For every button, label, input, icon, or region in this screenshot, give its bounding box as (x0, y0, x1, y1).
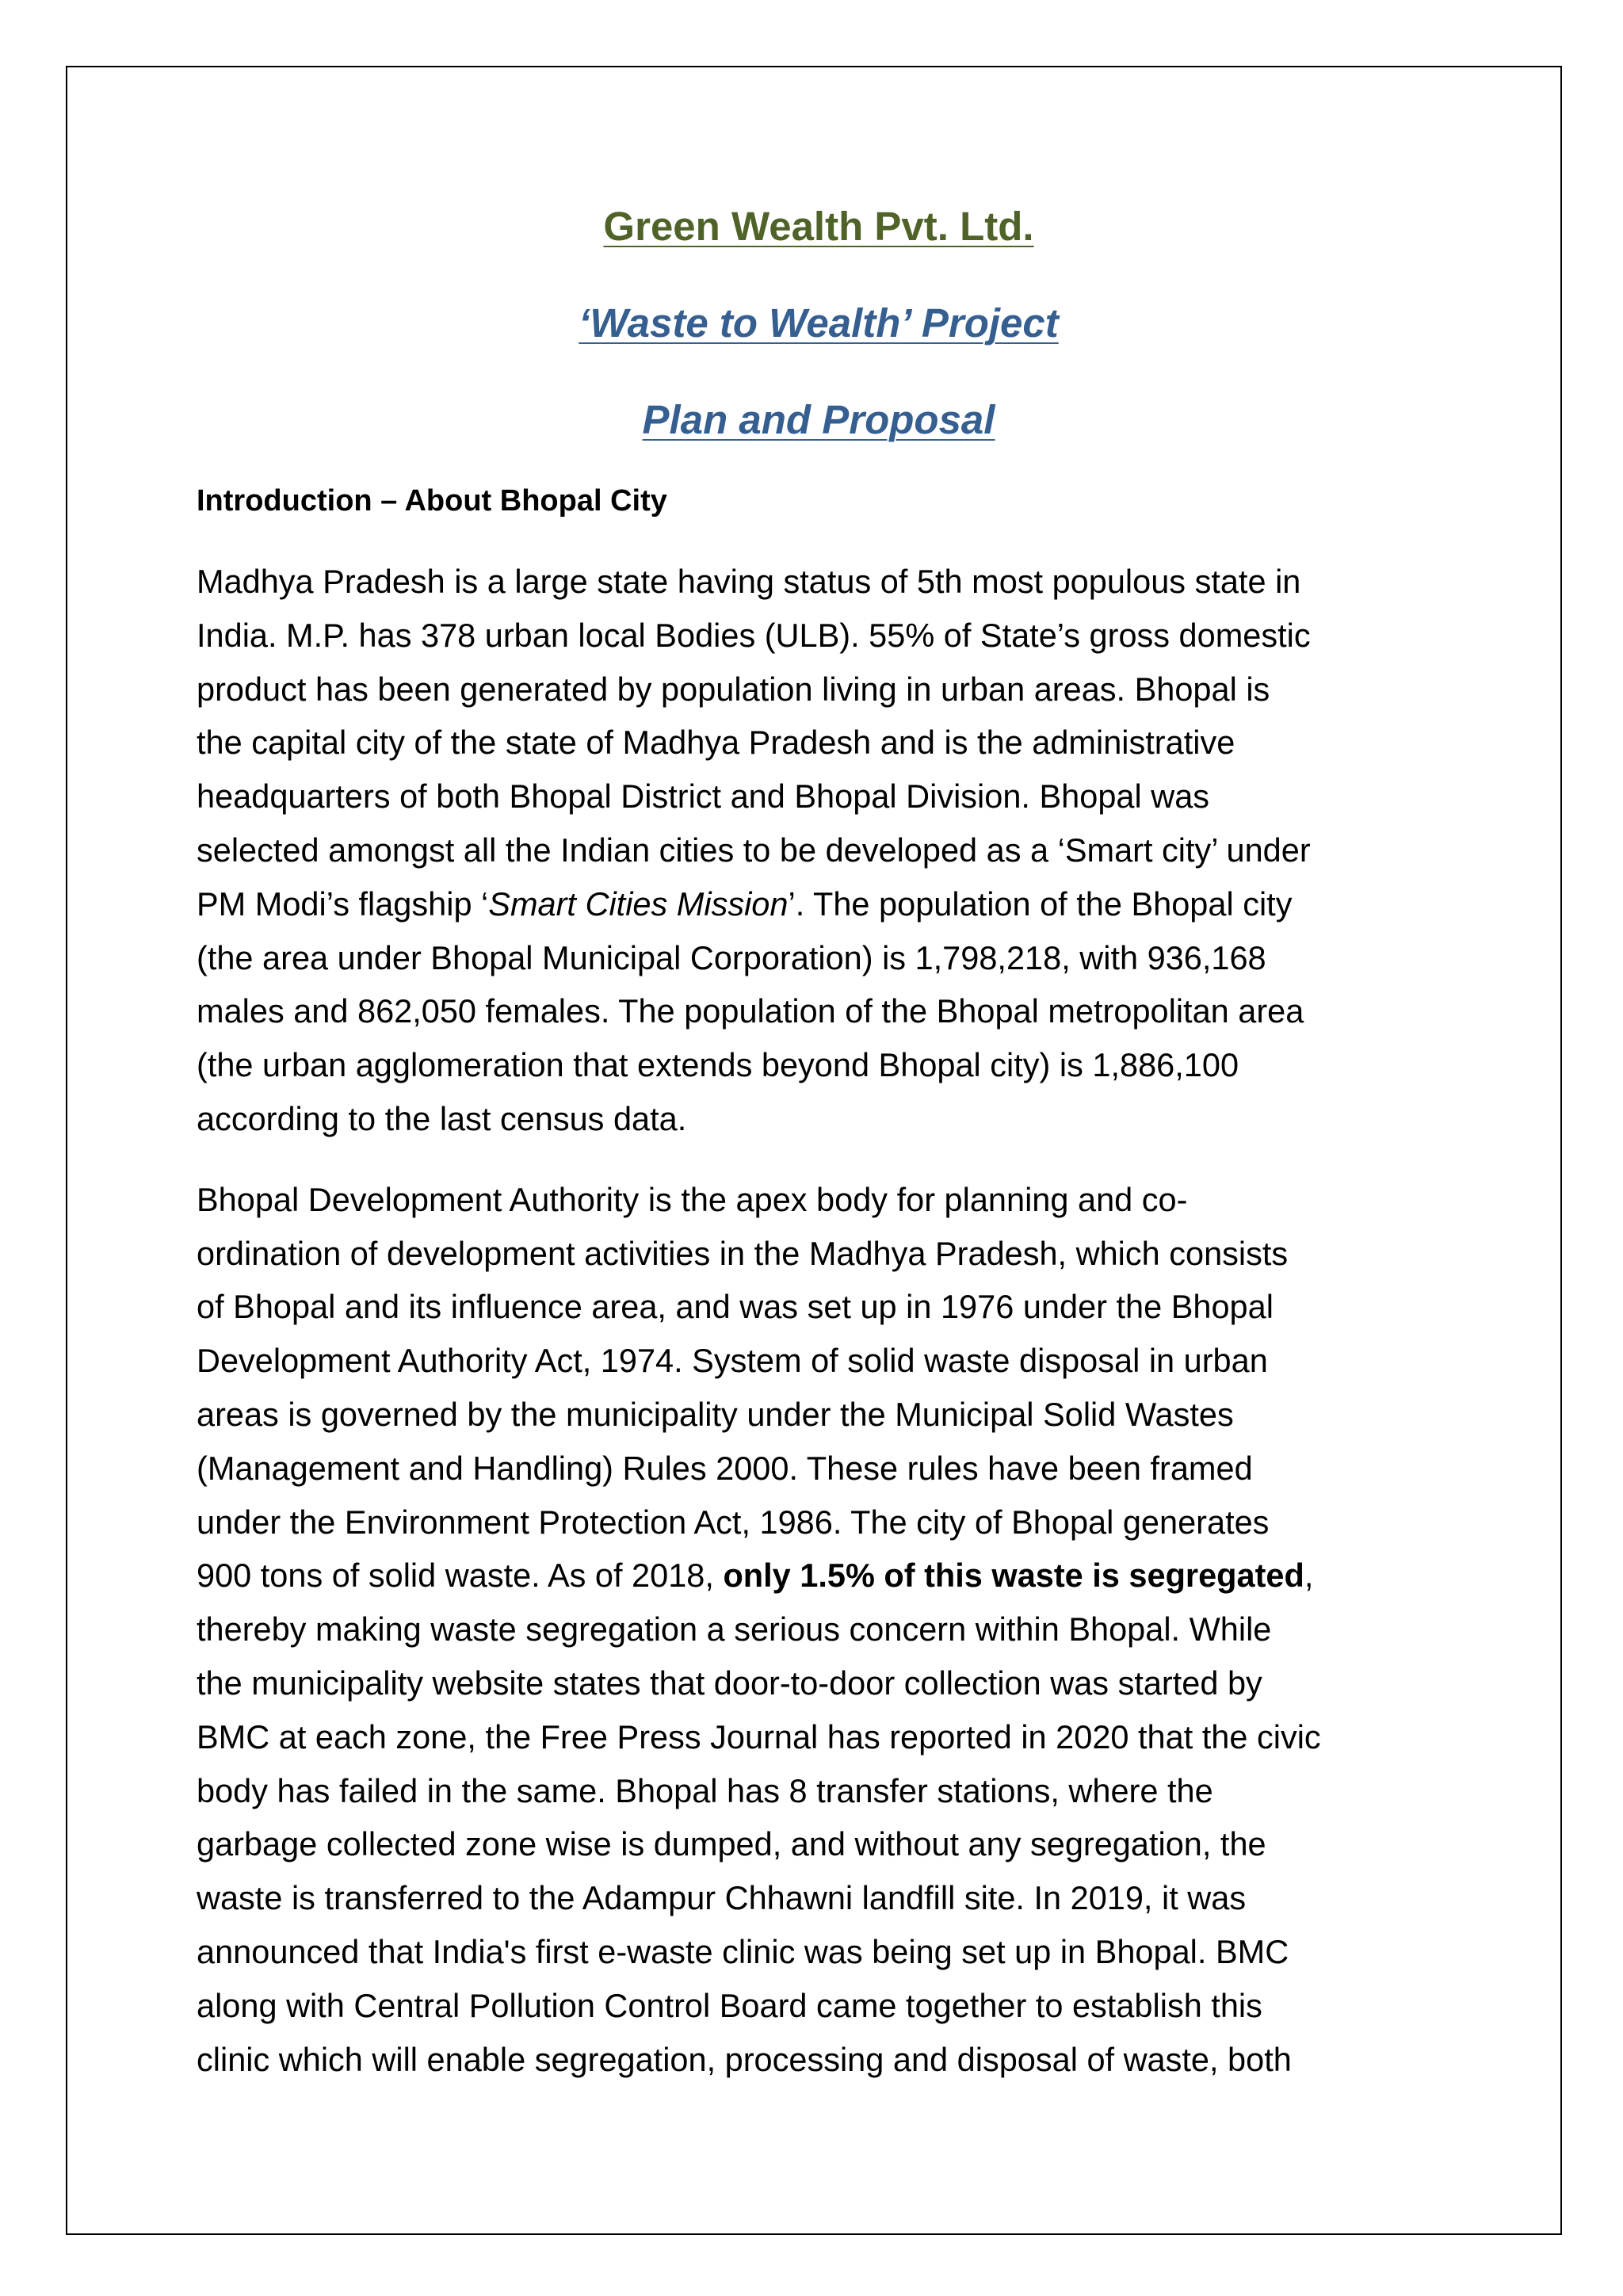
text-line: under the Environment Protection Act, 1986. The city of Bhopal generates (197, 1503, 1270, 1541)
text-line: waste is transferred to the Adampur Chhawni landfill site. In 2019, it was (197, 1879, 1247, 1917)
company-title: Green Wealth Pvt. Ltd. (603, 204, 1034, 249)
section-heading: Introduction – About Bhopal City (197, 484, 667, 518)
text-run: PM Modi’s flagship ‘ (197, 884, 489, 923)
text-line: Madhya Pradesh is a large state having status of 5th most populous state in (197, 563, 1301, 600)
text-run: ’. The population of the Bhopal city (788, 884, 1293, 923)
text-line: ordination of development activities in the Madhya Pradesh, which consists (197, 1234, 1289, 1272)
text-line: according to the last census data. (197, 1099, 687, 1137)
text-line: selected amongst all the Indian cities to be developed as a ‘Smart city’ under (197, 831, 1311, 869)
project-title: ‘Waste to Wealth’ Project (579, 300, 1059, 346)
text-line: clinic which will enable segregation, processing and disposal of waste, both (197, 2040, 1292, 2078)
text-line: areas is governed by the municipality under the Municipal Solid Wastes (197, 1395, 1234, 1433)
paragraph-bda (197, 1173, 1441, 2087)
text-line: BMC at each zone, the Free Press Journal has reported in 2020 that the civic (197, 1717, 1321, 1755)
text-line: Bhopal Development Authority is the apex body for planning and co- (197, 1180, 1188, 1218)
text-run: 900 tons of solid waste. As of 2018, (197, 1557, 724, 1595)
text-line: the municipality website states that door-to-door collection was started by (197, 1664, 1262, 1702)
text-line: (Management and Handling) Rules 2000. These rules have been framed (197, 1449, 1253, 1487)
text-line (197, 877, 1441, 931)
text-line: announced that India's first e-waste clinic was being set up in Bhopal. BMC (197, 1932, 1289, 1970)
text-line: thereby making waste segregation a serious concern within Bhopal. While (197, 1610, 1272, 1648)
text-line: garbage collected zone wise is dumped, and without any segregation, the (197, 1825, 1266, 1863)
text-line: Development Authority Act, 1974. System of solid waste disposal in urban (197, 1342, 1268, 1380)
document-body (197, 198, 1441, 2086)
text-line: of Bhopal and its influence area, and was set up in 1976 under the Bhopal (197, 1288, 1274, 1326)
text-line: body has failed in the same. Bhopal has 8 transfer stations, where the (197, 1771, 1213, 1809)
paragraph-intro (197, 555, 1441, 1146)
text-line: India. M.P. has 378 urban local Bodies (ULB). 55% of State’s gross domestic (197, 616, 1311, 654)
text-line: headquarters of both Bhopal District and Bhopal Division. Bhopal was (197, 777, 1210, 816)
text-line: product has been generated by population living in urban areas. Bhopal is (197, 670, 1270, 708)
emphasis-text: Smart Cities Mission (488, 884, 789, 923)
text-run: , (1304, 1557, 1314, 1595)
text-line: (the area under Bhopal Municipal Corporation) is 1,798,218, with 936,168 (197, 938, 1266, 976)
text-line: along with Central Pollution Control Board came together to establish this (197, 1986, 1262, 2024)
text-line (197, 1549, 1441, 1603)
text-line: males and 862,050 females. The population of the Bhopal metropolitan area (197, 992, 1304, 1030)
bold-text: only 1.5% of this waste is segregated (723, 1557, 1304, 1595)
plan-title: Plan and Proposal (642, 397, 995, 442)
text-line: (the urban agglomeration that extends beyond Bhopal city) is 1,886,100 (197, 1046, 1239, 1084)
text-line: the capital city of the state of Madhya Pradesh and is the administrative (197, 724, 1235, 762)
